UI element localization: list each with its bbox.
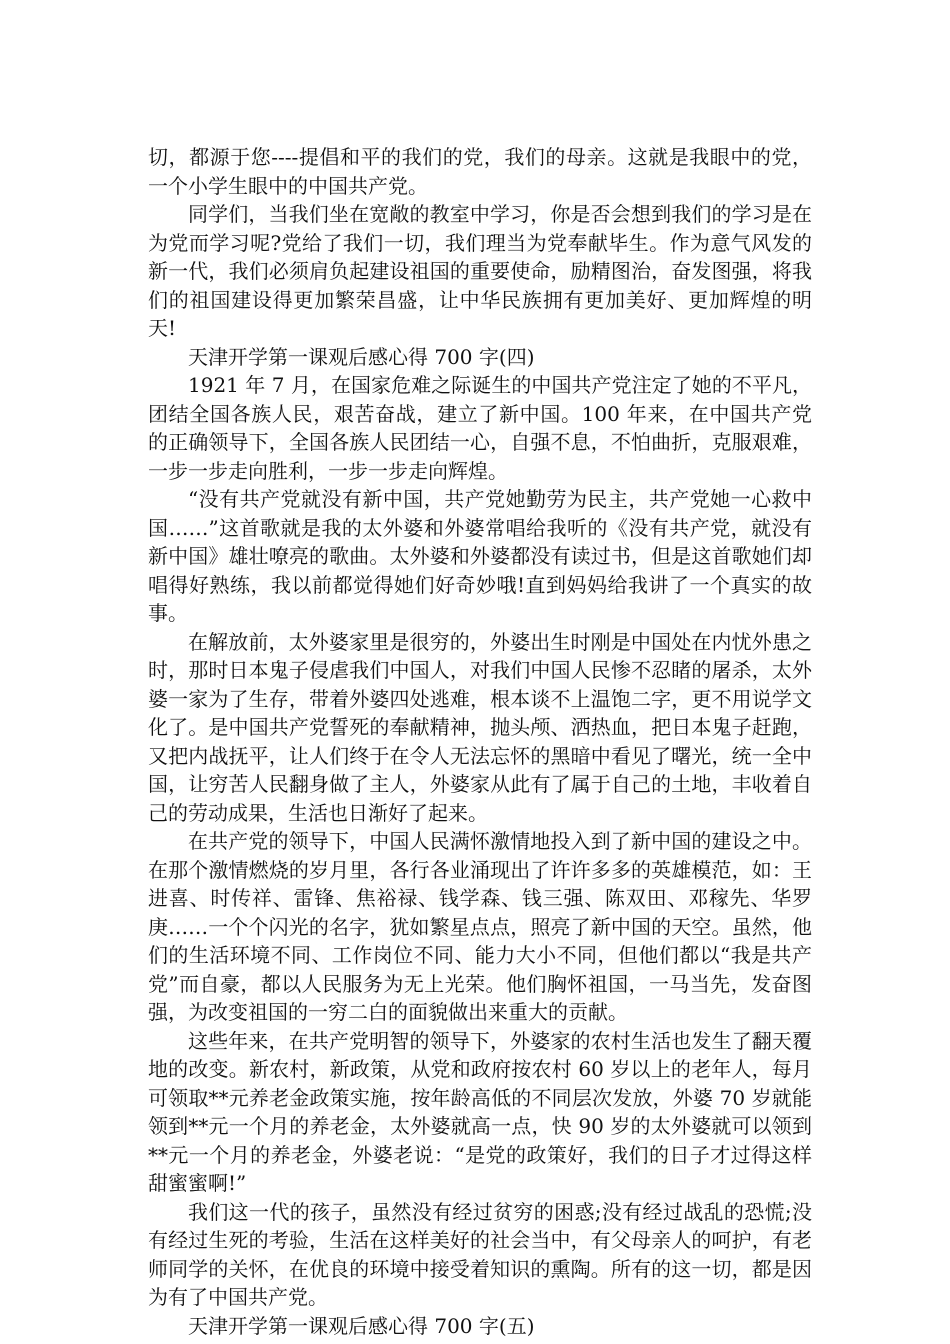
paragraph-8: 我们这一代的孩子，虽然没有经过贫穷的困惑;没有经过战乱的恐慌;没有经过生死的考验，生活在这样美好的社会当中，有父母亲人的呵护，有老师同学的关怀，在优良的环境中接受着知识的熏陶。所有的这一切，都是因为有了中国共产党。 <box>148 1199 812 1309</box>
paragraph-6: 在共产党的领导下，中国人民满怀激情地投入到了新中国的建设之中。在那个激情燃烧的岁月里，各行各业涌现出了许许多多的英雄模范，如：王进喜、时传祥、雷锋、焦裕禄、钱学森、钱三强、陈双田、邓稼先、华罗庚……一个个闪光的名字，犹如繁星点点，照亮了新中国的天空。虽然，他们的生活环境不同、工作岗位不同、能力大小不同，但他们都以“我是共产党”而自豪，都以人民服务为无上光荣。他们胸怀祖国，一马当先，发奋图强，为改变祖国的一穷二白的面貌做出来重大的贡献。 <box>148 829 812 1024</box>
paragraph-2: 同学们，当我们坐在宽敞的教室中学习，你是否会想到我们的学习是在为党而学习呢?党给了我们一切，我们理当为党奉献毕生。作为意气风发的新一代，我们必须肩负起建设祖国的重要使命，励精图治，奋发图强，将我们的祖国建设得更加繁荣昌盛，让中华民族拥有更加美好、更加辉煌的明天! <box>148 202 812 340</box>
paragraph-5: 在解放前，太外婆家里是很穷的，外婆出生时刚是中国处在内忧外患之时，那时日本鬼子侵虐我们中国人，对我们中国人民惨不忍睹的屠杀，太外婆一家为了生存，带着外婆四处逃难，根本谈不上温饱二字，更不用说学文化了。是中国共产党誓死的奉献精神，抛头颅、洒热血，把日本鬼子赶跑，又把内战抚平，让人们终于在令人无法忘怀的黑暗中看见了曙光，统一全中国，让穷苦人民翻身做了主人，外婆家从此有了属于自己的土地，丰收着自己的劳动成果，生活也日渐好了起来。 <box>148 629 812 825</box>
document-body <box>148 143 812 1340</box>
paragraph-3: 1921 年 7 月，在国家危难之际诞生的中国共产党注定了她的不平凡，团结全国各族人民，艰苦奋战，建立了新中国。100 年来，在中国共产党的正确领导下，全国各族人民团结一心，自强不息，不怕曲折，克服艰难，一步一步走向胜利，一步一步走向辉煌。 <box>148 373 812 483</box>
paragraph-7: 这些年来，在共产党明智的领导下，外婆家的农村生活也发生了翻天覆地的改变。新农村，新政策，从党和政府按农村 60 岁以上的老年人，每月可领取**元养老金政策实施，按年龄高低的不同层次发放，外婆 70 岁就能领到**元一个月的养老金，太外婆就高一点，快 90 岁的太外婆就可以领到**元一个月的养老金，外婆老说：“是党的政策好，我们的日子才过得这样甜蜜蜜啊!” <box>148 1028 812 1195</box>
section-heading-4: 天津开学第一课观后感心得 700 字(四) <box>188 344 535 369</box>
paragraph-1: 切，都源于您----提倡和平的我们的党，我们的母亲。这就是我眼中的党，一个小学生眼中的中国共产党。 <box>148 145 812 198</box>
section-heading-5: 天津开学第一课观后感心得 700 字(五) <box>188 1313 535 1338</box>
paragraph-4: “没有共产党就没有新中国，共产党她勤劳为民主，共产党她一心救中国……”这首歌就是我的太外婆和外婆常唱给我听的《没有共产党，就没有新中国》雄壮嘹亮的歌曲。太外婆和外婆都没有读过书，但是这首歌她们却唱得好熟练，我以前都觉得她们好奇妙哦!直到妈妈给我讲了一个真实的故事。 <box>148 487 812 625</box>
